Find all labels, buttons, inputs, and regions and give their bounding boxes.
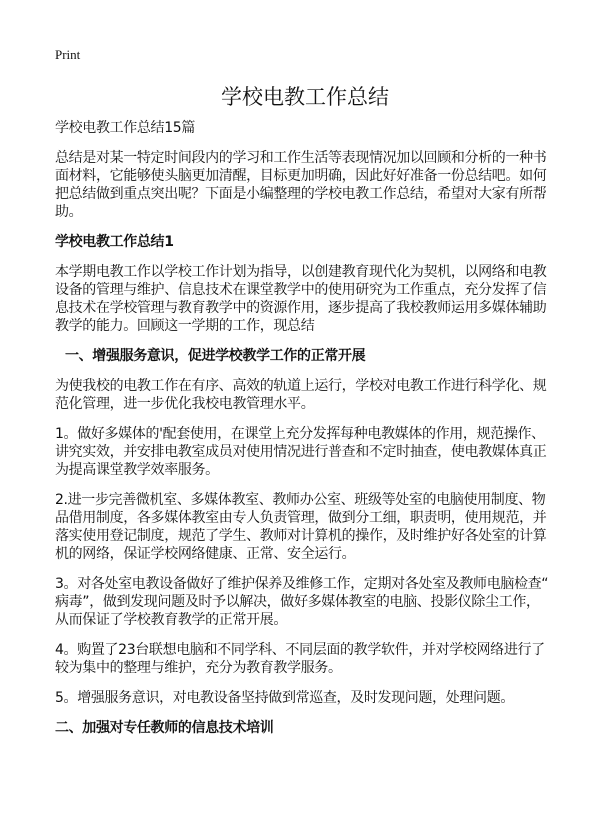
text-line: 为提高课堂教学效率服务。 bbox=[55, 462, 219, 478]
paragraph bbox=[55, 575, 555, 629]
text-line: 落实使用登记制度，规范了学生、教师对计算机的操作，及时维护好各处室的计算 bbox=[55, 528, 547, 544]
text-line: 为使我校的电教工作在有序、高效的轨道上运行，学校对电教工作进行科学化、规 bbox=[55, 378, 547, 394]
text-line: 本学期电教工作以学校工作计划为指导，以创建教育现代化为契机，以网络和电教 bbox=[55, 264, 547, 280]
text-line: 4。购置了23台联想电脑和不同学科、不同层面的教学软件，并对学校网络进行了 bbox=[55, 642, 545, 658]
section-heading bbox=[55, 347, 555, 365]
document-body bbox=[55, 119, 555, 737]
text-line: 机的网络，保证学校网络健康、正常、安全运行。 bbox=[55, 546, 356, 562]
text-line: 把总结做到重点突出呢？下面是小编整理的学校电教工作总结，希望对大家有所帮 bbox=[55, 186, 547, 202]
text-line: 品借用制度，各多媒体教室由专人负责管理，做到分工细，职责明，使用规范，并 bbox=[55, 510, 547, 526]
text-line: 学校电教工作总结1 bbox=[55, 234, 174, 250]
section-heading bbox=[55, 233, 555, 251]
text-line: 设备的管理与维护、信息技术在课堂教学中的使用研究为工作重点，充分发挥了信 bbox=[55, 282, 547, 298]
text-line: 总结是对某一特定时间段内的学习和工作生活等表现情况加以回顾和分析的一种书 bbox=[55, 150, 547, 166]
text-line: 较为集中的整理与维护，充分为教育教学服务。 bbox=[55, 660, 342, 676]
text-line: 二、加强对专任教师的信息技术培训 bbox=[55, 720, 274, 736]
text-line: 面材料，它能够使头脑更加清醒，目标更加明确，因此好好准备一份总结吧。如何 bbox=[55, 168, 547, 184]
text-line: 助。 bbox=[55, 204, 83, 220]
page-title: 学校电教工作总结 bbox=[221, 85, 389, 109]
text-line: 5。增强服务意识，对电教设备坚持做到常巡查，及时发现问题，处理问题。 bbox=[55, 690, 515, 706]
text-line: 讲究实效，并安排电教室成员对使用情况进行普查和不定时抽查，使电教媒体真正 bbox=[55, 444, 547, 460]
print-label: Print bbox=[55, 47, 81, 62]
text-line: 病毒”，做到发现问题及时予以解决，做好多媒体教室的电脑、投影仪除尘工作， bbox=[55, 594, 540, 610]
paragraph bbox=[55, 491, 555, 563]
text-line: 一、增强服务意识，促进学校教学工作的正常开展 bbox=[65, 348, 366, 364]
paragraph bbox=[55, 149, 555, 221]
paragraph bbox=[55, 263, 555, 335]
text-line: 学校电教工作总结15篇 bbox=[55, 120, 195, 136]
text-line: 范化管理，进一步优化我校电教管理水平。 bbox=[55, 396, 315, 412]
section-heading bbox=[55, 719, 555, 737]
paragraph bbox=[55, 689, 555, 707]
text-line: 3。对各处室电教设备做好了维护保养及维修工作，定期对各处室及教师电脑检查“ bbox=[55, 576, 549, 592]
text-line: 2.进一步完善微机室、多媒体教室、教师办公室、班级等处室的电脑使用制度、物 bbox=[55, 492, 546, 508]
document bbox=[55, 46, 555, 737]
paragraph bbox=[55, 425, 555, 479]
text-line: 1。做好多媒体的'配套使用，在课堂上充分发挥每种电教媒体的作用，规范操作、 bbox=[55, 426, 545, 442]
text-line: 教学的能力。回顾这一学期的工作，现总结 bbox=[55, 318, 315, 334]
paragraph bbox=[55, 119, 555, 137]
paragraph bbox=[55, 377, 555, 413]
text-line: 息技术在学校管理与教育教学中的资源作用，逐步提高了我校教师运用多媒体辅助 bbox=[55, 300, 547, 316]
paragraph bbox=[55, 641, 555, 677]
text-line: 从而保证了学校教育教学的正常开展。 bbox=[55, 612, 288, 628]
